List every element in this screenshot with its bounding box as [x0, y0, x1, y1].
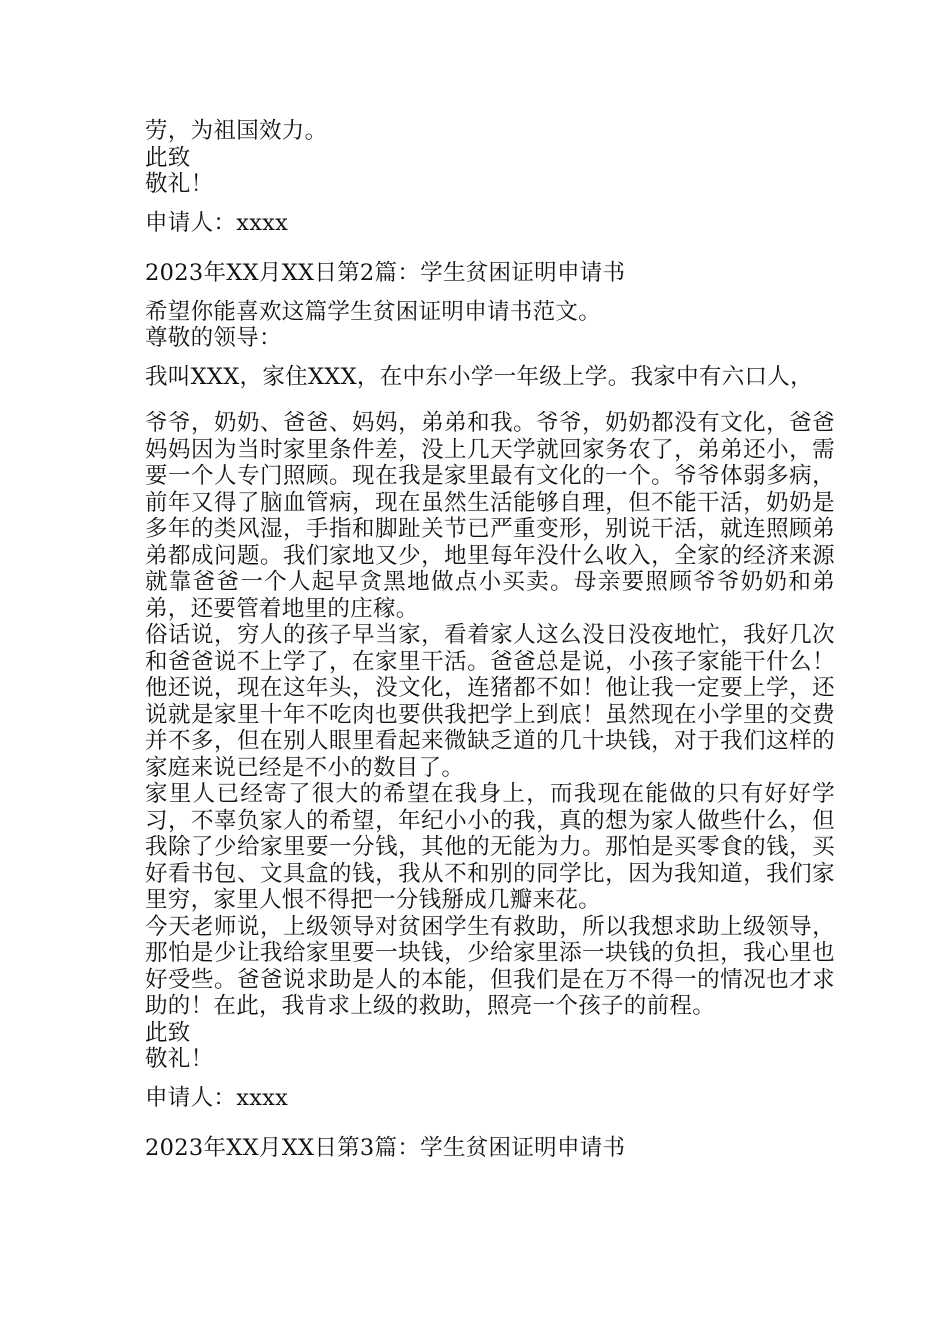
article-2-intro: 希望你能喜欢这篇学生贫困证明申请书范文。 — [145, 298, 602, 325]
article-2-opening-line: 我叫XXX，家住XXX，在中东小学一年级上学。我家中有六口人， — [145, 363, 813, 390]
article-2-paragraph: 爷爷，奶奶、爸爸、妈妈，弟弟和我。爷爷，奶奶都没有文化，爸爸妈妈因为当时家里条件差，没上几天学就回家务农了，弟弟还小，需要一个人专门照顾。现在我是家里最有文化的一个。爷爷体弱多病，前年又得了脑血管病，现在虽然生活能够自理，但不能干活，奶奶是多年的类风湿，手指和脚趾关节已严重变形，别说干活，就连照顾弟弟都成问题。我们家地又少，地里每年没什么收入，全家的经济来源就靠爸爸一个人起早贪黑地做点小买卖。母亲要照顾爷爷奶奶和弟弟，还要管着地里的庄稼。 — [145, 410, 835, 622]
closing-salute-1: 此致 — [145, 144, 191, 171]
article-2-paragraph: 今天老师说，上级领导对贫困学生有救助，所以我想求助上级领导，那怕是少让我给家里要一块钱，少给家里添一块钱的负担，我心里也好受些。爸爸说求助是人的本能，但我们是在万不得一的情况也才求助的！在此，我肯求上级的救助，照亮一个孩子的前程。 — [145, 913, 835, 1019]
signature-line: 申请人：xxxx — [145, 209, 289, 236]
article-2-salutation: 尊敬的领导： — [145, 325, 282, 351]
article-2-paragraph: 家里人已经寄了很大的希望在我身上，而我现在能做的只有好好学习，不辜负家人的希望，年纪小小的我，真的想为家人做些什么，但我除了少给家里要一分钱，其他的无能为力。那怕是买零食的钱，买好看书包、文具盒的钱，我从不和别的同学比，因为我知道，我们家里穷，家里人恨不得把一分钱掰成几瓣来花。 — [145, 781, 835, 913]
document-page — [145, 118, 835, 1162]
closing-salute-1: 此致 — [145, 1019, 191, 1046]
article-3-heading: 2023年XX月XX日第3篇：学生贫困证明申请书 — [145, 1135, 626, 1161]
signature-line: 申请人：xxxx — [145, 1084, 289, 1111]
article-2-heading: 2023年XX月XX日第2篇：学生贫困证明申请书 — [145, 260, 626, 286]
continuation-line: 劳，为祖国效力。 — [145, 118, 328, 144]
closing-salute-2: 敬礼！ — [145, 171, 214, 197]
article-2-paragraph: 俗话说，穷人的孩子早当家，看着家人这么没日没夜地忙，我好几次和爸爸说不上学了，在家里干活。爸爸总是说，小孩子家能干什么！他还说，现在这年头，没文化，连猪都不如！他让我一定要上学，还说就是家里十年不吃肉也要供我把学上到底！虽然现在小学里的交费并不多，但在别人眼里看起来微缺乏道的几十块钱，对于我们这样的家庭来说已经是不小的数目了。 — [145, 622, 835, 781]
closing-salute-2: 敬礼！ — [145, 1046, 214, 1072]
